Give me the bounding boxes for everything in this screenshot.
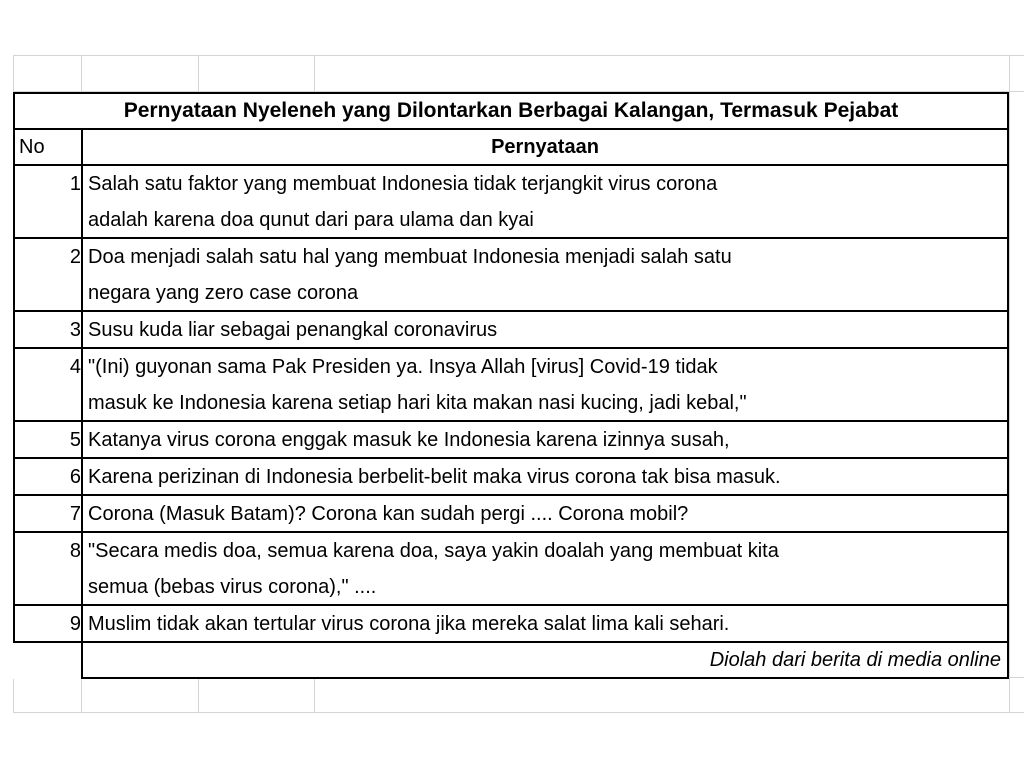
statement-line: "(Ini) guyonan sama Pak Presiden ya. Insya Allah [virus] Covid-19 tidak: [88, 356, 718, 378]
row-statement: [81, 166, 1009, 239]
table-header-row: [13, 130, 1009, 166]
statement-line: semua (bebas virus corona)," ....: [88, 576, 377, 598]
table-row: [13, 312, 1009, 349]
row-statement: [81, 496, 1009, 533]
table-title: Pernyataan Nyeleneh yang Dilontarkan Berbagai Kalangan, Termasuk Pejabat: [13, 92, 1009, 130]
row-number-text: 9: [69, 613, 81, 635]
source-empty-cell: [13, 643, 82, 679]
row-number: [13, 166, 84, 239]
table-row: [13, 349, 1009, 422]
statement-line: masuk ke Indonesia karena setiap hari kita makan nasi kucing, jadi kebal,": [88, 392, 747, 414]
row-number-text: 1: [69, 173, 81, 195]
source-row: [13, 643, 1009, 679]
row-number: [13, 496, 84, 533]
statement-line: Salah satu faktor yang membuat Indonesia tidak terjangkit virus corona: [88, 173, 718, 195]
row-number-text: 7: [69, 503, 81, 525]
row-statement: [81, 422, 1009, 459]
row-statement: [81, 312, 1009, 349]
row-number: [13, 312, 84, 349]
row-number: [13, 606, 84, 643]
source-note: Diolah dari berita di media online: [81, 643, 1009, 679]
row-number: [13, 349, 84, 422]
header-no: No: [13, 130, 84, 166]
table-row: [13, 496, 1009, 533]
row-number-text: 4: [69, 356, 81, 378]
statement-line: "Secara medis doa, semua karena doa, saya yakin doalah yang membuat kita: [88, 540, 779, 562]
row-number: [13, 459, 84, 496]
row-number-text: 6: [69, 466, 81, 488]
row-number-text: 3: [69, 319, 81, 341]
statement-line: Corona (Masuk Batam)? Corona kan sudah pergi .... Corona mobil?: [88, 503, 689, 525]
statement-line: negara yang zero case corona: [88, 282, 359, 304]
statement-line: Susu kuda liar sebagai penangkal coronavirus: [88, 319, 498, 341]
statement-line: Doa menjadi salah satu hal yang membuat Indonesia menjadi salah satu: [88, 246, 732, 268]
table-row: [13, 239, 1009, 312]
table-row: [13, 459, 1009, 496]
header-statement: Pernyataan: [81, 130, 1009, 166]
row-statement: [81, 459, 1009, 496]
statement-line: Karena perizinan di Indonesia berbelit-belit maka virus corona tak bisa masuk.: [88, 466, 781, 488]
table-row: [13, 166, 1009, 239]
statement-line: Katanya virus corona enggak masuk ke Indonesia karena izinnya susah,: [88, 429, 730, 451]
statement-line: adalah karena doa qunut dari para ulama dan kyai: [88, 209, 534, 231]
row-number-text: 5: [69, 429, 81, 451]
row-statement: [81, 606, 1009, 643]
row-number-text: 2: [69, 246, 81, 268]
row-number: [13, 239, 84, 312]
table-row: [13, 533, 1009, 606]
row-number: [13, 422, 84, 459]
row-statement: [81, 349, 1009, 422]
row-statement: [81, 239, 1009, 312]
row-number: [13, 533, 84, 606]
table-row: [13, 422, 1009, 459]
table-row: [13, 606, 1009, 643]
statement-line: Muslim tidak akan tertular virus corona jika mereka salat lima kali sehari.: [88, 613, 730, 635]
row-statement: [81, 533, 1009, 606]
row-number-text: 8: [69, 540, 81, 562]
